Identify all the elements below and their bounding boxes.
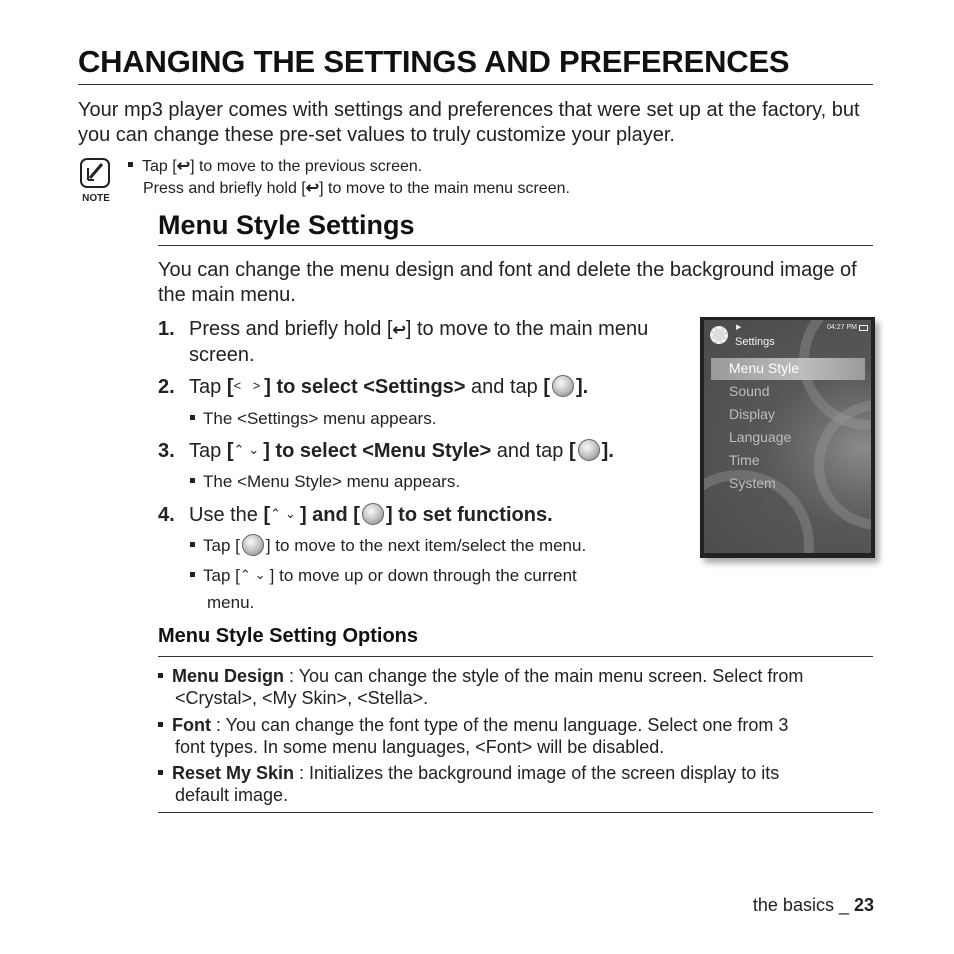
section-title: Menu Style Settings: [158, 210, 415, 240]
note-text: [128, 156, 570, 200]
page-footer: the basics _ 23: [752, 895, 874, 915]
option-reset-my-skin: Reset My Skin : Initializes the background image of the screen display to its default image.: [158, 762, 873, 806]
option-font: Font : You can change the font type of the menu language. Select one from 3 font types. In some menu languages, <Font> will be disabled.: [158, 714, 873, 758]
up-down-arrow-icon: ⌃⌄: [239, 566, 270, 582]
device-menu-item[interactable]: Sound: [729, 383, 770, 399]
battery-icon: [859, 325, 868, 331]
page-number: 23: [853, 895, 874, 915]
device-menu-item[interactable]: Time: [729, 452, 760, 468]
note-label: NOTE: [82, 193, 110, 204]
device-screenshot: [700, 317, 875, 558]
device-menu-item[interactable]: Menu Style: [729, 360, 800, 376]
device-title: Settings: [735, 336, 775, 348]
up-down-arrow-icon: ⌃⌄: [233, 442, 264, 458]
options-bottom-rule: [158, 812, 873, 813]
option-menu-design: Menu Design : You can change the style of the main menu screen. Select from <Crystal>, <My Skin>, <Stella>.: [158, 665, 873, 709]
device-menu-item[interactable]: Language: [729, 429, 792, 445]
intro-text: Your mp3 player comes with settings and preferences that were set up at the factory, but you can change these pre-set values to truly customize your player.: [78, 99, 860, 146]
bullet-square: [128, 162, 133, 167]
section-intro: You can change the menu design and font and delete the background image of the main menu.: [158, 259, 857, 306]
device-menu-item[interactable]: Display: [729, 406, 775, 422]
bullet-tap-select: Tap [ ] to move to the next item/select the menu.: [190, 533, 680, 559]
back-arrow-icon: ↩: [392, 322, 406, 339]
select-button-icon: [362, 503, 384, 525]
select-button-icon: [552, 375, 574, 397]
note-line-1: Tap [↩] to move to the previous screen.: [128, 156, 570, 178]
device-time: 04:27 PM: [827, 324, 857, 331]
device-screen: [704, 320, 871, 553]
bullet-menu-style-appears: The <Menu Style> menu appears.: [190, 469, 680, 495]
device-menu-item[interactable]: System: [729, 475, 776, 491]
back-arrow-icon: ↩: [176, 158, 191, 175]
settings-gear-icon: [710, 326, 728, 344]
note-pencil-icon: [80, 158, 110, 188]
note-line-2: Press and briefly hold [↩] to move to the main menu screen.: [143, 180, 570, 197]
title-rule: [78, 84, 873, 85]
back-arrow-icon: ↩: [305, 180, 320, 197]
page-title: CHANGING THE SETTINGS AND PREFERENCES: [78, 44, 790, 79]
play-icon: ▶: [736, 324, 742, 331]
left-right-arrow-icon: < >: [233, 378, 265, 394]
up-down-arrow-icon: ⌃⌄: [270, 506, 300, 522]
select-button-icon: [242, 534, 264, 556]
bullet-settings-appears: The <Settings> menu appears.: [190, 406, 680, 432]
options-top-rule: [158, 656, 873, 657]
options-title: Menu Style Setting Options: [158, 625, 419, 647]
bullet-tap-up-down: Tap [⌃⌄] to move up or down through the current menu.: [190, 563, 680, 616]
section-rule: [158, 245, 873, 246]
select-button-icon: [578, 439, 600, 461]
